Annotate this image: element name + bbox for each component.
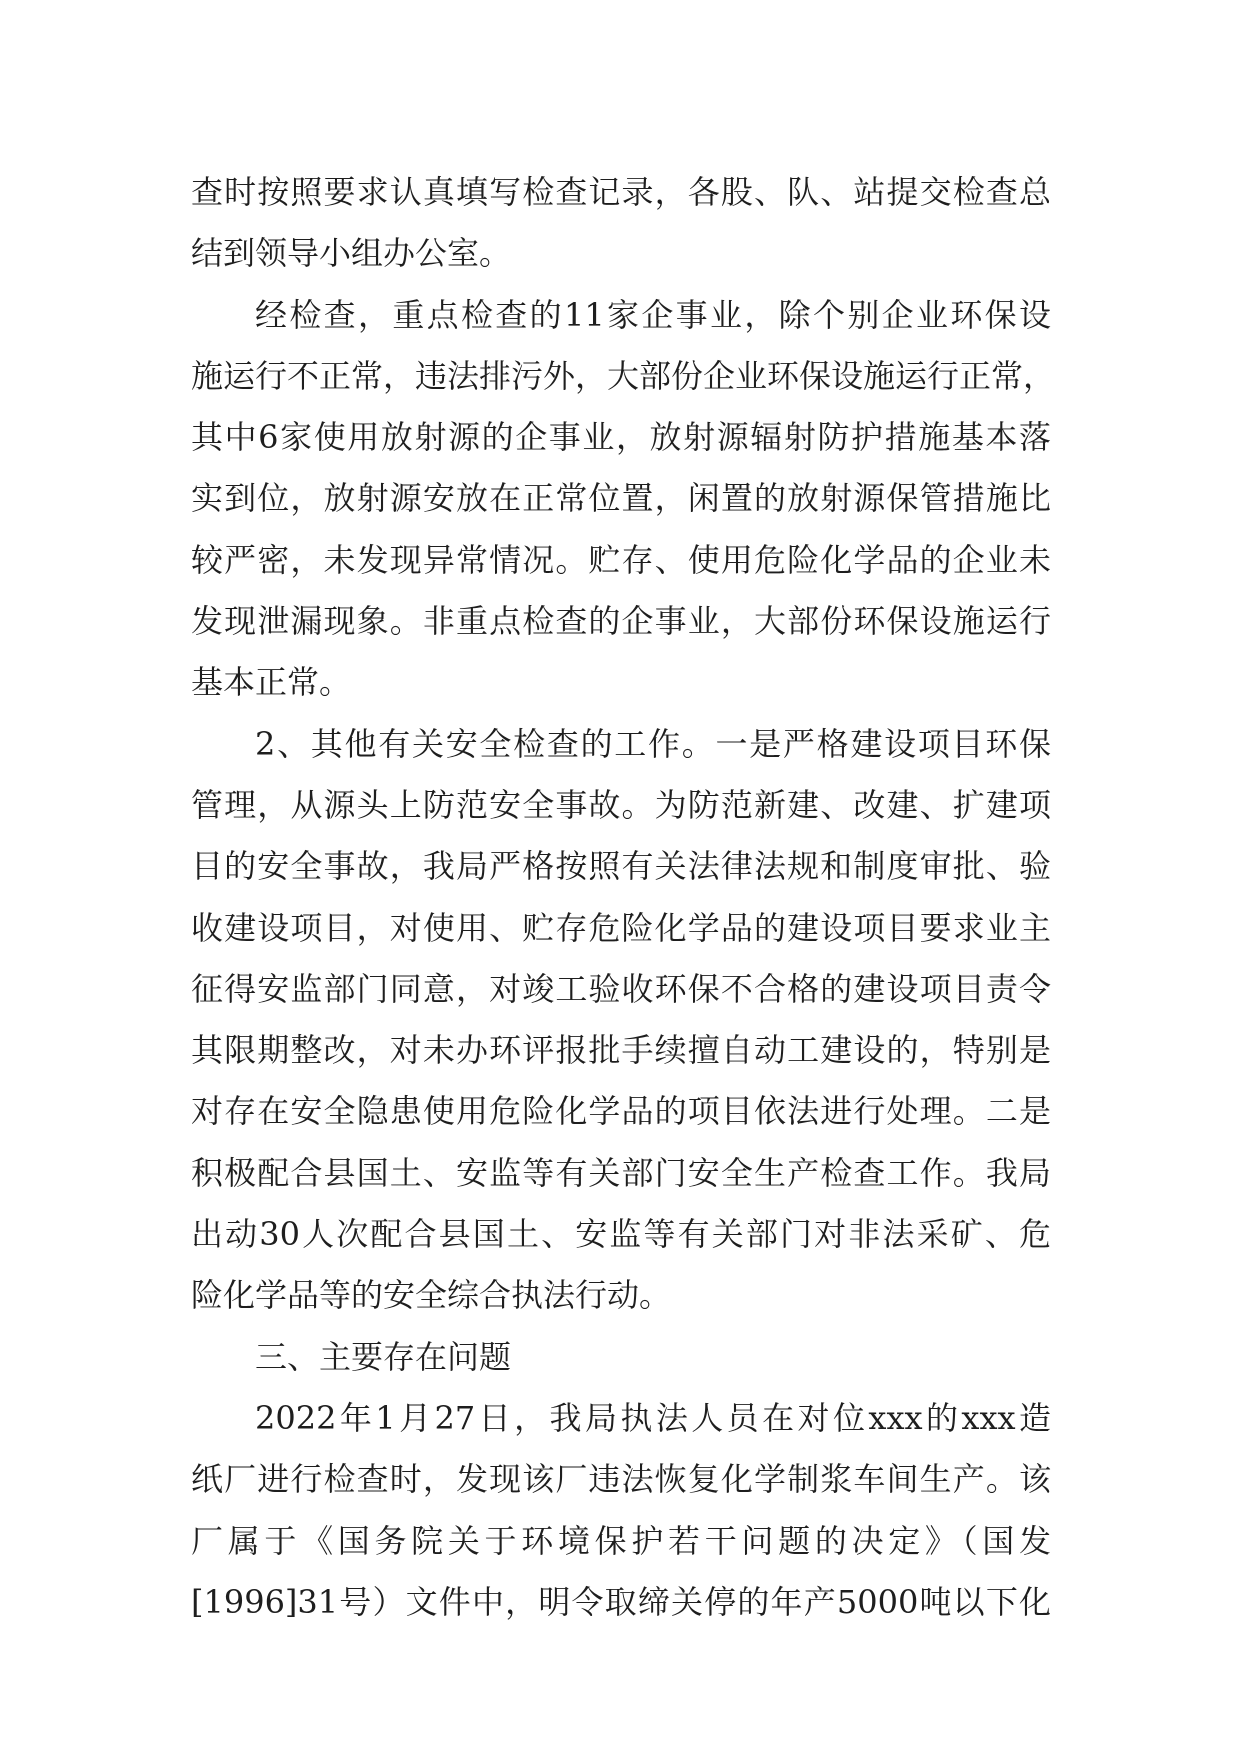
text-line: 对存在安全隐患使用危险化学品的项目依法进行处理。二是 bbox=[191, 1092, 1051, 1131]
text-line: 其中6家使用放射源的企事业，放射源辐射防护措施基本落 bbox=[191, 418, 1051, 457]
text-line: 较严密，未发现异常情况。贮存、使用危险化学品的企业未 bbox=[191, 540, 1051, 579]
paragraph-start-line: 2022年1月27日，我局执法人员在对位xxx的xxx造 bbox=[255, 1398, 1051, 1437]
text-line: 实到位，放射源安放在正常位置，闲置的放射源保管措施比 bbox=[191, 479, 1051, 518]
text-line: [1996]31号）文件中，明令取缔关停的年产5000吨以下化 bbox=[191, 1582, 1051, 1621]
text-line: 积极配合县国土、安监等有关部门安全生产检查工作。我局 bbox=[191, 1153, 1051, 1192]
text-line: 其限期整改，对未办环评报批手续擅自动工建设的，特别是 bbox=[191, 1031, 1051, 1070]
paragraph-start-line: 经检查，重点检查的11家企事业，除个别企业环保设 bbox=[255, 295, 1051, 334]
paragraph-start-line: 2、其他有关安全检查的工作。一是严格建设项目环保 bbox=[255, 724, 1051, 763]
text-line: 基本正常。 bbox=[191, 663, 352, 702]
text-line: 收建设项目，对使用、贮存危险化学品的建设项目要求业主 bbox=[191, 908, 1051, 947]
text-line: 险化学品等的安全综合执法行动。 bbox=[191, 1276, 672, 1315]
text-line: 查时按照要求认真填写检查记录，各股、队、站提交检查总 bbox=[191, 173, 1051, 211]
text-line: 结到领导小组办公室。 bbox=[191, 234, 512, 273]
text-line: 施运行不正常，违法排污外，大部份企业环保设施运行正常， bbox=[191, 356, 1056, 395]
text-line: 管理，从源头上防范安全事故。为防范新建、改建、扩建项 bbox=[191, 785, 1051, 824]
text-line: 征得安监部门同意，对竣工验收环保不合格的建设项目责令 bbox=[191, 969, 1051, 1008]
text-line: 目的安全事故，我局严格按照有关法律法规和制度审批、验 bbox=[191, 847, 1051, 886]
text-line: 出动30人次配合县国土、安监等有关部门对非法采矿、危 bbox=[191, 1215, 1051, 1254]
section-heading: 三、主要存在问题 bbox=[255, 1337, 512, 1376]
text-line: 厂属于《国务院关于环境保护若干问题的决定》（国发 bbox=[191, 1521, 1051, 1560]
text-line: 发现泄漏现象。非重点检查的企事业，大部份环保设施运行 bbox=[191, 602, 1051, 641]
text-line: 纸厂进行检查时，发现该厂违法恢复化学制浆车间生产。该 bbox=[191, 1460, 1051, 1499]
document-body bbox=[191, 162, 1056, 1633]
